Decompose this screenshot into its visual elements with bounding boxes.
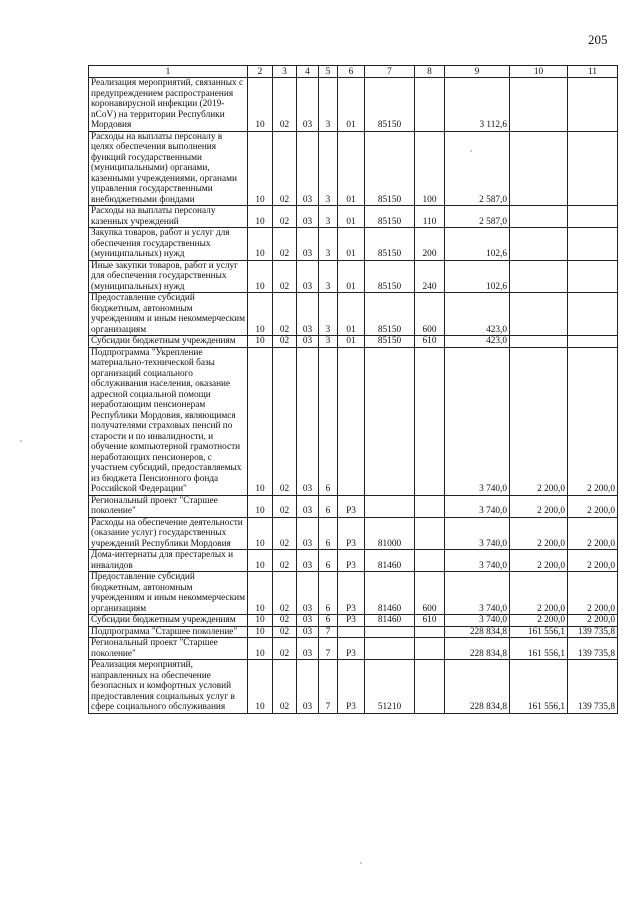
column-header: 7 xyxy=(365,66,415,78)
table-row xyxy=(89,131,618,206)
amount-year2-cell: 2 200,0 xyxy=(510,495,568,517)
direction-code-cell: 85150 xyxy=(365,131,415,206)
row-name-cell: Предоставление субсидий бюджетным, автономным учреждениям и иным некоммерческим организациям xyxy=(89,572,248,615)
expense-type-cell xyxy=(415,550,445,572)
amount-year2-cell xyxy=(510,260,568,293)
row-name-cell: Реализация мероприятий, направленных на обеспечение безопасных и комфортных условий предоставления социальных услуг в сфере социального обслуживания xyxy=(89,660,248,714)
expense-type-cell: 110 xyxy=(415,206,445,228)
table-row xyxy=(89,550,618,572)
subprogram-code-cell: 3 xyxy=(319,336,338,348)
amount-year2-cell: 2 200,0 xyxy=(510,550,568,572)
direction-code-cell: 81460 xyxy=(365,615,415,627)
amount-year2-cell xyxy=(510,293,568,336)
row-name-cell: Региональный проект "Старшее поколение" xyxy=(89,638,248,660)
section-code-cell: 10 xyxy=(248,572,273,615)
section-code-cell: 10 xyxy=(248,626,273,638)
row-name-cell: Закупка товаров, работ и услуг для обеспечения государственных (муниципальных) нужд xyxy=(89,228,248,261)
expense-type-cell: 240 xyxy=(415,260,445,293)
subsection-code-cell: 02 xyxy=(273,293,297,336)
subprogram-code-cell: 6 xyxy=(319,517,338,550)
page-number: 205 xyxy=(588,32,608,47)
amount-year3-cell xyxy=(568,131,618,206)
expense-type-cell: 610 xyxy=(415,615,445,627)
column-header: 11 xyxy=(568,66,618,78)
subprogram-code-cell: 7 xyxy=(319,626,338,638)
project-code-cell: 01 xyxy=(338,228,365,261)
program-code-cell: 03 xyxy=(297,626,319,638)
section-code-cell: 10 xyxy=(248,131,273,206)
direction-code-cell: 85150 xyxy=(365,336,415,348)
direction-code-cell: 51210 xyxy=(365,660,415,714)
direction-code-cell: 85150 xyxy=(365,293,415,336)
column-header: 1 xyxy=(89,66,248,78)
column-header: 2 xyxy=(248,66,273,78)
amount-year3-cell: 139 735,8 xyxy=(568,638,618,660)
direction-code-cell: 85150 xyxy=(365,260,415,293)
section-code-cell: 10 xyxy=(248,550,273,572)
subsection-code-cell: 02 xyxy=(273,78,297,132)
row-name-cell: Предоставление субсидий бюджетным, автономным учреждениям и иным некоммерческим организациям xyxy=(89,293,248,336)
section-code-cell: 10 xyxy=(248,260,273,293)
subprogram-code-cell: 6 xyxy=(319,550,338,572)
subprogram-code-cell: 3 xyxy=(319,206,338,228)
subsection-code-cell: 02 xyxy=(273,228,297,261)
direction-code-cell: 81000 xyxy=(365,517,415,550)
subsection-code-cell: 02 xyxy=(273,517,297,550)
direction-code-cell: 85150 xyxy=(365,206,415,228)
table-row xyxy=(89,228,618,261)
amount-year3-cell xyxy=(568,293,618,336)
direction-code-cell xyxy=(365,347,415,495)
program-code-cell: 03 xyxy=(297,550,319,572)
amount-year1-cell: 3 740,0 xyxy=(445,347,510,495)
subsection-code-cell: 02 xyxy=(273,495,297,517)
column-header: 4 xyxy=(297,66,319,78)
amount-year3-cell: 2 200,0 xyxy=(568,495,618,517)
amount-year2-cell: 161 556,1 xyxy=(510,660,568,714)
subprogram-code-cell: 6 xyxy=(319,495,338,517)
program-code-cell: 03 xyxy=(297,638,319,660)
program-code-cell: 03 xyxy=(297,572,319,615)
program-code-cell: 03 xyxy=(297,660,319,714)
subprogram-code-cell: 3 xyxy=(319,260,338,293)
amount-year2-cell xyxy=(510,131,568,206)
row-name-cell: Региональный проект "Старшее поколение" xyxy=(89,495,248,517)
row-name-cell: Иные закупки товаров, работ и услуг для обеспечения государственных (муниципальных) нужд xyxy=(89,260,248,293)
subprogram-code-cell: 6 xyxy=(319,572,338,615)
column-header: 10 xyxy=(510,66,568,78)
amount-year1-cell: 228 834,8 xyxy=(445,660,510,714)
table-row xyxy=(89,615,618,627)
project-code-cell: P3 xyxy=(338,615,365,627)
program-code-cell: 03 xyxy=(297,206,319,228)
row-name-cell: Подпрограмма "Старшее поколение" xyxy=(89,626,248,638)
direction-code-cell xyxy=(365,638,415,660)
row-name-cell: Расходы на выплаты персоналу в целях обеспечения выполнения функций государственными (муниципальными) органами, казенными учреждениями, органами управления государственными внебюджетными фондами xyxy=(89,131,248,206)
project-code-cell: 01 xyxy=(338,78,365,132)
amount-year3-cell xyxy=(568,206,618,228)
amount-year1-cell: 102,6 xyxy=(445,260,510,293)
amount-year3-cell: 2 200,0 xyxy=(568,550,618,572)
table-row xyxy=(89,660,618,714)
subsection-code-cell: 02 xyxy=(273,206,297,228)
program-code-cell: 03 xyxy=(297,78,319,132)
amount-year2-cell: 2 200,0 xyxy=(510,347,568,495)
expense-type-cell: 100 xyxy=(415,131,445,206)
row-name-cell: Субсидии бюджетным учреждениям xyxy=(89,336,248,348)
table-row xyxy=(89,517,618,550)
amount-year3-cell: 139 735,8 xyxy=(568,626,618,638)
expense-type-cell: 600 xyxy=(415,572,445,615)
expense-type-cell xyxy=(415,495,445,517)
direction-code-cell: 85150 xyxy=(365,228,415,261)
amount-year3-cell xyxy=(568,228,618,261)
project-code-cell: P3 xyxy=(338,572,365,615)
program-code-cell: 03 xyxy=(297,260,319,293)
row-name-cell: Реализация мероприятий, связанных с предупреждением распространения коронавирусной инфекции (2019-nCoV) на территории Республики Мордовия xyxy=(89,78,248,132)
row-name-cell: Подпрограмма "Укрепление материально-технической базы организаций социального обслуживания населения, оказание адресной социальной помощи неработающим пенсионерам Республики Мордовия, являющимся получателями страховых пенсий по старости и по инвалидности, и обучение компьютерной грамотности неработающих пенсионеров, с участием субсидий, предоставляемых из бюджета Пенсионного фонда Российской Федерации" xyxy=(89,347,248,495)
subsection-code-cell: 02 xyxy=(273,615,297,627)
amount-year2-cell: 161 556,1 xyxy=(510,626,568,638)
section-code-cell: 10 xyxy=(248,495,273,517)
section-code-cell: 10 xyxy=(248,660,273,714)
expense-type-cell xyxy=(415,347,445,495)
subsection-code-cell: 02 xyxy=(273,347,297,495)
direction-code-cell xyxy=(365,495,415,517)
direction-code-cell: 81460 xyxy=(365,572,415,615)
project-code-cell: P3 xyxy=(338,517,365,550)
amount-year2-cell: 2 200,0 xyxy=(510,517,568,550)
program-code-cell: 03 xyxy=(297,228,319,261)
subsection-code-cell: 02 xyxy=(273,336,297,348)
project-code-cell: P3 xyxy=(338,550,365,572)
program-code-cell: 03 xyxy=(297,336,319,348)
scan-speck xyxy=(360,862,362,864)
expense-type-cell xyxy=(415,638,445,660)
amount-year2-cell: 2 200,0 xyxy=(510,572,568,615)
row-name-cell: Расходы на обеспечение деятельности (оказание услуг) государственных учреждений Республики Мордовия xyxy=(89,517,248,550)
subprogram-code-cell: 7 xyxy=(319,660,338,714)
subsection-code-cell: 02 xyxy=(273,572,297,615)
expense-type-cell xyxy=(415,626,445,638)
table-row xyxy=(89,260,618,293)
expense-type-cell xyxy=(415,78,445,132)
amount-year1-cell: 3 112,6 xyxy=(445,78,510,132)
amount-year3-cell: 2 200,0 xyxy=(568,517,618,550)
amount-year2-cell: 2 200,0 xyxy=(510,615,568,627)
program-code-cell: 03 xyxy=(297,347,319,495)
section-code-cell: 10 xyxy=(248,336,273,348)
amount-year2-cell xyxy=(510,228,568,261)
project-code-cell xyxy=(338,626,365,638)
subsection-code-cell: 02 xyxy=(273,260,297,293)
amount-year1-cell: 423,0 xyxy=(445,336,510,348)
direction-code-cell: 85150 xyxy=(365,78,415,132)
amount-year1-cell: 2 587,0 xyxy=(445,131,510,206)
subprogram-code-cell: 7 xyxy=(319,638,338,660)
scan-speck xyxy=(20,440,22,442)
program-code-cell: 03 xyxy=(297,517,319,550)
amount-year2-cell: 161 556,1 xyxy=(510,638,568,660)
column-header: 8 xyxy=(415,66,445,78)
row-name-cell: Субсидии бюджетным учреждениям xyxy=(89,615,248,627)
subsection-code-cell: 02 xyxy=(273,638,297,660)
table-row xyxy=(89,495,618,517)
amount-year2-cell xyxy=(510,206,568,228)
scan-speck xyxy=(470,150,472,152)
program-code-cell: 03 xyxy=(297,131,319,206)
project-code-cell: 01 xyxy=(338,206,365,228)
project-code-cell: P3 xyxy=(338,495,365,517)
amount-year1-cell: 3 740,0 xyxy=(445,550,510,572)
expense-type-cell: 600 xyxy=(415,293,445,336)
expense-type-cell xyxy=(415,517,445,550)
table-row xyxy=(89,572,618,615)
amount-year1-cell: 102,6 xyxy=(445,228,510,261)
column-header: 9 xyxy=(445,66,510,78)
section-code-cell: 10 xyxy=(248,638,273,660)
amount-year1-cell: 2 587,0 xyxy=(445,206,510,228)
table-row xyxy=(89,638,618,660)
table-row xyxy=(89,336,618,348)
section-code-cell: 10 xyxy=(248,347,273,495)
project-code-cell: 01 xyxy=(338,131,365,206)
expense-type-cell: 610 xyxy=(415,336,445,348)
section-code-cell: 10 xyxy=(248,517,273,550)
direction-code-cell xyxy=(365,626,415,638)
amount-year3-cell: 2 200,0 xyxy=(568,572,618,615)
subprogram-code-cell: 3 xyxy=(319,228,338,261)
row-name-cell: Дома-интернаты для престарелых и инвалидов xyxy=(89,550,248,572)
program-code-cell: 03 xyxy=(297,293,319,336)
amount-year3-cell xyxy=(568,78,618,132)
amount-year3-cell: 2 200,0 xyxy=(568,615,618,627)
project-code-cell: P3 xyxy=(338,638,365,660)
subsection-code-cell: 02 xyxy=(273,626,297,638)
subprogram-code-cell: 3 xyxy=(319,131,338,206)
section-code-cell: 10 xyxy=(248,78,273,132)
subsection-code-cell: 02 xyxy=(273,550,297,572)
project-code-cell: 01 xyxy=(338,260,365,293)
amount-year1-cell: 228 834,8 xyxy=(445,626,510,638)
amount-year1-cell: 3 740,0 xyxy=(445,517,510,550)
subprogram-code-cell: 3 xyxy=(319,293,338,336)
amount-year2-cell xyxy=(510,78,568,132)
table-row xyxy=(89,626,618,638)
column-header: 6 xyxy=(338,66,365,78)
table-row xyxy=(89,78,618,132)
header-row xyxy=(89,66,618,78)
section-code-cell: 10 xyxy=(248,228,273,261)
section-code-cell: 10 xyxy=(248,206,273,228)
project-code-cell xyxy=(338,347,365,495)
table-body xyxy=(89,78,618,714)
amount-year3-cell: 139 735,8 xyxy=(568,660,618,714)
amount-year3-cell xyxy=(568,260,618,293)
expense-type-cell xyxy=(415,660,445,714)
subprogram-code-cell: 6 xyxy=(319,615,338,627)
amount-year1-cell: 423,0 xyxy=(445,293,510,336)
column-header: 3 xyxy=(273,66,297,78)
budget-table xyxy=(88,65,618,714)
expense-type-cell: 200 xyxy=(415,228,445,261)
amount-year1-cell: 228 834,8 xyxy=(445,638,510,660)
project-code-cell: 01 xyxy=(338,336,365,348)
project-code-cell: 01 xyxy=(338,293,365,336)
table-row xyxy=(89,347,618,495)
subsection-code-cell: 02 xyxy=(273,131,297,206)
amount-year3-cell xyxy=(568,336,618,348)
amount-year1-cell: 3 740,0 xyxy=(445,495,510,517)
amount-year1-cell: 3 740,0 xyxy=(445,615,510,627)
direction-code-cell: 81460 xyxy=(365,550,415,572)
amount-year1-cell: 3 740,0 xyxy=(445,572,510,615)
subprogram-code-cell: 3 xyxy=(319,78,338,132)
program-code-cell: 03 xyxy=(297,495,319,517)
column-header: 5 xyxy=(319,66,338,78)
amount-year2-cell xyxy=(510,336,568,348)
subprogram-code-cell: 6 xyxy=(319,347,338,495)
project-code-cell: P3 xyxy=(338,660,365,714)
subsection-code-cell: 02 xyxy=(273,660,297,714)
table-row xyxy=(89,206,618,228)
section-code-cell: 10 xyxy=(248,293,273,336)
table-row xyxy=(89,293,618,336)
amount-year3-cell: 2 200,0 xyxy=(568,347,618,495)
row-name-cell: Расходы на выплаты персоналу казенных учреждений xyxy=(89,206,248,228)
program-code-cell: 03 xyxy=(297,615,319,627)
section-code-cell: 10 xyxy=(248,615,273,627)
